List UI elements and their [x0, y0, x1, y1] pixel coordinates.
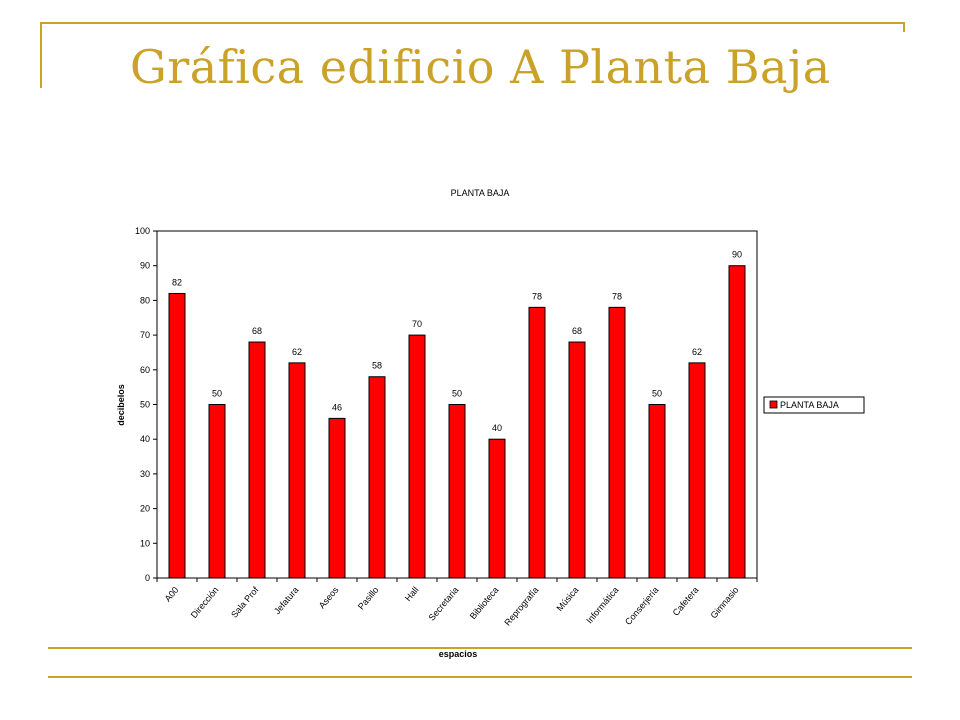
y-tick-label: 20: [139, 503, 150, 514]
y-tick-label: 50: [139, 399, 150, 410]
x-tick-label: Secretaria: [426, 584, 461, 623]
x-tick-label: Cafetera: [670, 584, 701, 618]
y-tick-label: 60: [139, 364, 150, 375]
chart-title: PLANTA BAJA: [450, 188, 510, 198]
bar: [569, 342, 585, 578]
x-tick-label: Hall: [402, 584, 421, 604]
x-tick-label: Jefatura: [271, 584, 301, 617]
data-label: 82: [171, 277, 183, 288]
bar: [369, 377, 385, 578]
data-label: 68: [571, 326, 583, 337]
data-label: 62: [691, 346, 703, 357]
data-label: 78: [531, 291, 543, 302]
bar: [609, 307, 625, 578]
data-label: 50: [651, 388, 663, 399]
bar: [289, 363, 305, 578]
y-tick-label: 80: [139, 295, 150, 306]
data-label: 90: [731, 249, 743, 260]
y-tick-label: 0: [144, 573, 150, 583]
data-label: 70: [411, 319, 423, 330]
legend-label: PLANTA BAJA: [780, 400, 839, 410]
data-label: 78: [611, 291, 623, 302]
x-tick-label: Gimnasio: [708, 584, 741, 621]
x-tick-label: Dirección: [188, 584, 221, 621]
slide-title: Gráfica edificio A Planta Baja: [130, 40, 831, 94]
x-axis-label: espacios: [438, 649, 478, 659]
bar: [649, 405, 665, 579]
bar: [329, 418, 345, 578]
x-tick-label: Reprografía: [502, 584, 541, 628]
bar: [409, 335, 425, 578]
bar: [489, 439, 505, 578]
y-tick-label: 30: [139, 468, 150, 479]
bar: [689, 363, 705, 578]
data-label: 46: [331, 402, 343, 413]
bar: [529, 307, 545, 578]
data-label: 62: [291, 346, 303, 357]
y-tick-label: 100: [134, 226, 150, 236]
y-tick-label: 70: [139, 330, 150, 341]
bar: [449, 405, 465, 579]
x-tick-label: A00: [162, 584, 181, 604]
legend-swatch: [770, 401, 777, 408]
x-tick-labels: [163, 584, 741, 627]
data-label: 40: [491, 423, 503, 434]
y-tick-label: 40: [139, 434, 150, 445]
x-tick-label: Informática: [584, 584, 621, 626]
bar: [209, 405, 225, 579]
data-label: 50: [451, 388, 463, 399]
bar: [729, 266, 745, 578]
x-tick-label: Aseos: [316, 584, 341, 611]
data-label: 50: [211, 388, 223, 399]
y-axis-label: decibelos: [116, 384, 126, 426]
data-label: 68: [251, 326, 263, 337]
y-tick-label: 90: [139, 260, 150, 271]
x-tick-label: Pasillo: [355, 584, 381, 612]
y-tick-label: 10: [139, 538, 150, 549]
chart-bars: [169, 250, 745, 578]
x-tick-label: Biblioteca: [467, 584, 501, 622]
legend: [764, 397, 864, 413]
x-tick-label: Sala Prof: [229, 584, 261, 620]
x-tick-label: Conserjería: [622, 584, 661, 627]
bar: [169, 293, 185, 578]
data-label: 58: [371, 360, 383, 371]
x-tick-label: Música: [554, 584, 581, 614]
bar: [249, 342, 265, 578]
